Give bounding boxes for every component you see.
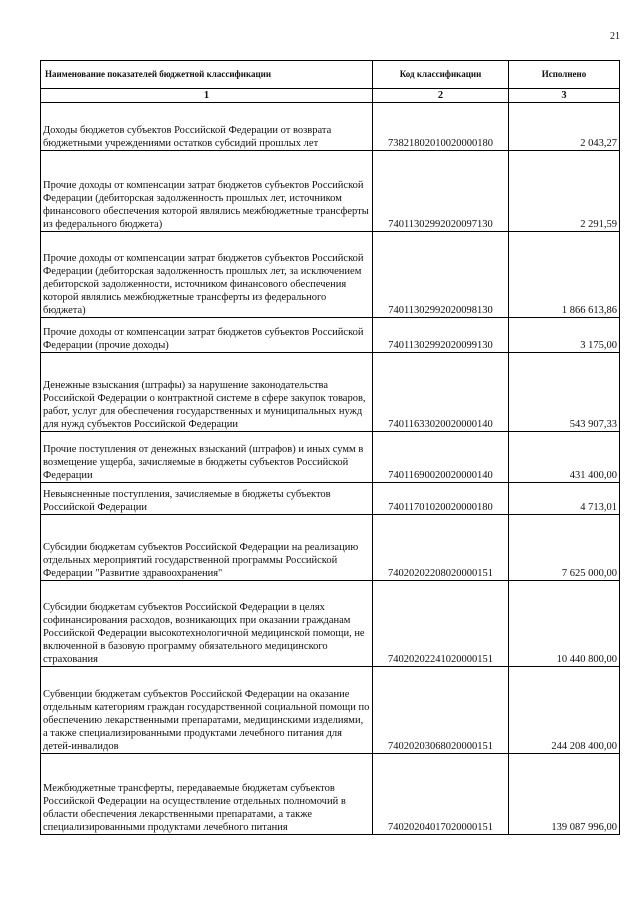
row-amount: 2 291,59 <box>509 151 620 232</box>
budget-classification-table <box>40 60 620 835</box>
header-name: Наименование показателей бюджетной классификации <box>41 61 373 89</box>
column-number: 2 <box>373 89 509 103</box>
table-header-row <box>41 61 620 89</box>
row-code: 74011302992020099130 <box>373 318 509 353</box>
column-number: 1 <box>41 89 373 103</box>
row-name: Субсидии бюджетам субъектов Российской Федерации на реализацию отдельных мероприятий государственной программы Российской Федерации "Развитие здравоохранения" <box>41 515 373 581</box>
row-amount: 10 440 800,00 <box>509 581 620 667</box>
row-name: Прочие доходы от компенсации затрат бюджетов субъектов Российской Федерации (прочие доходы) <box>41 318 373 353</box>
row-amount: 431 400,00 <box>509 432 620 483</box>
table-row <box>41 353 620 432</box>
header-code: Код классификации <box>373 61 509 89</box>
table-row <box>41 515 620 581</box>
row-amount: 543 907,33 <box>509 353 620 432</box>
column-number: 3 <box>509 89 620 103</box>
row-name: Денежные взыскания (штрафы) за нарушение законодательства Российской Федерации о контрактной системе в сфере закупок товаров, работ, услуг для обеспечения государственных и муниципальных нужд для нужд субъектов Российской Федерации <box>41 353 373 432</box>
row-code: 73821802010020000180 <box>373 103 509 151</box>
row-code: 74011701020020000180 <box>373 483 509 515</box>
row-code: 74011302992020097130 <box>373 151 509 232</box>
header-amount: Исполнено <box>509 61 620 89</box>
row-code: 74011690020020000140 <box>373 432 509 483</box>
table-row <box>41 318 620 353</box>
row-amount: 244 208 400,00 <box>509 667 620 754</box>
row-name: Прочие поступления от денежных взысканий (штрафов) и иных сумм в возмещение ущерба, зачисляемые в бюджеты субъектов Российской Федерации <box>41 432 373 483</box>
table-row <box>41 432 620 483</box>
row-amount: 3 175,00 <box>509 318 620 353</box>
row-amount: 1 866 613,86 <box>509 232 620 318</box>
row-name: Прочие доходы от компенсации затрат бюджетов субъектов Российской Федерации (дебиторская задолженность прошлых лет, источником финансового обеспечения которой являлись межбюджетные трансферты из федерального бюджета) <box>41 151 373 232</box>
row-name: Межбюджетные трансферты, передаваемые бюджетам субъектов Российской Федерации на осуществление отдельных полномочий в области обеспечения лекарственными препаратами, а также специализированными продуктами лечебного питания <box>41 754 373 835</box>
row-amount: 2 043,27 <box>509 103 620 151</box>
table-row <box>41 754 620 835</box>
row-code: 74011302992020098130 <box>373 232 509 318</box>
row-name: Субсидии бюджетам субъектов Российской Федерации в целях софинансирования расходов, возникающих при оказании гражданам Российской Федерации высокотехнологичной медицинской помощи, не включенной в базовую программу обязательного медицинского страхования <box>41 581 373 667</box>
row-name: Прочие доходы от компенсации затрат бюджетов субъектов Российской Федерации (дебиторская задолженность прошлых лет, за исключением дебиторской задолженности, источником финансового обеспечения которой являлись межбюджетные трансферты из федерального бюджета) <box>41 232 373 318</box>
table-row <box>41 232 620 318</box>
row-code: 74020202241020000151 <box>373 581 509 667</box>
row-amount: 4 713,01 <box>509 483 620 515</box>
row-code: 74020204017020000151 <box>373 754 509 835</box>
row-code: 74011633020020000140 <box>373 353 509 432</box>
page-number: 21 <box>610 31 620 42</box>
row-code: 74020202208020000151 <box>373 515 509 581</box>
table-row <box>41 151 620 232</box>
column-number-row <box>41 89 620 103</box>
row-name: Субвенции бюджетам субъектов Российской Федерации на оказание отдельным категориям граждан государственной социальной помощи по обеспечению лекарственными препаратами, медицинскими изделиями, а также специализированными продуктами лечебного питания для детей-инвалидов <box>41 667 373 754</box>
table-row <box>41 483 620 515</box>
row-amount: 139 087 996,00 <box>509 754 620 835</box>
table-row <box>41 103 620 151</box>
table-row <box>41 667 620 754</box>
table-row <box>41 581 620 667</box>
row-amount: 7 625 000,00 <box>509 515 620 581</box>
row-code: 74020203068020000151 <box>373 667 509 754</box>
row-name: Доходы бюджетов субъектов Российской Федерации от возврата бюджетными учреждениями остатков субсидий прошлых лет <box>41 103 373 151</box>
row-name: Невыясненные поступления, зачисляемые в бюджеты субъектов Российской Федерации <box>41 483 373 515</box>
